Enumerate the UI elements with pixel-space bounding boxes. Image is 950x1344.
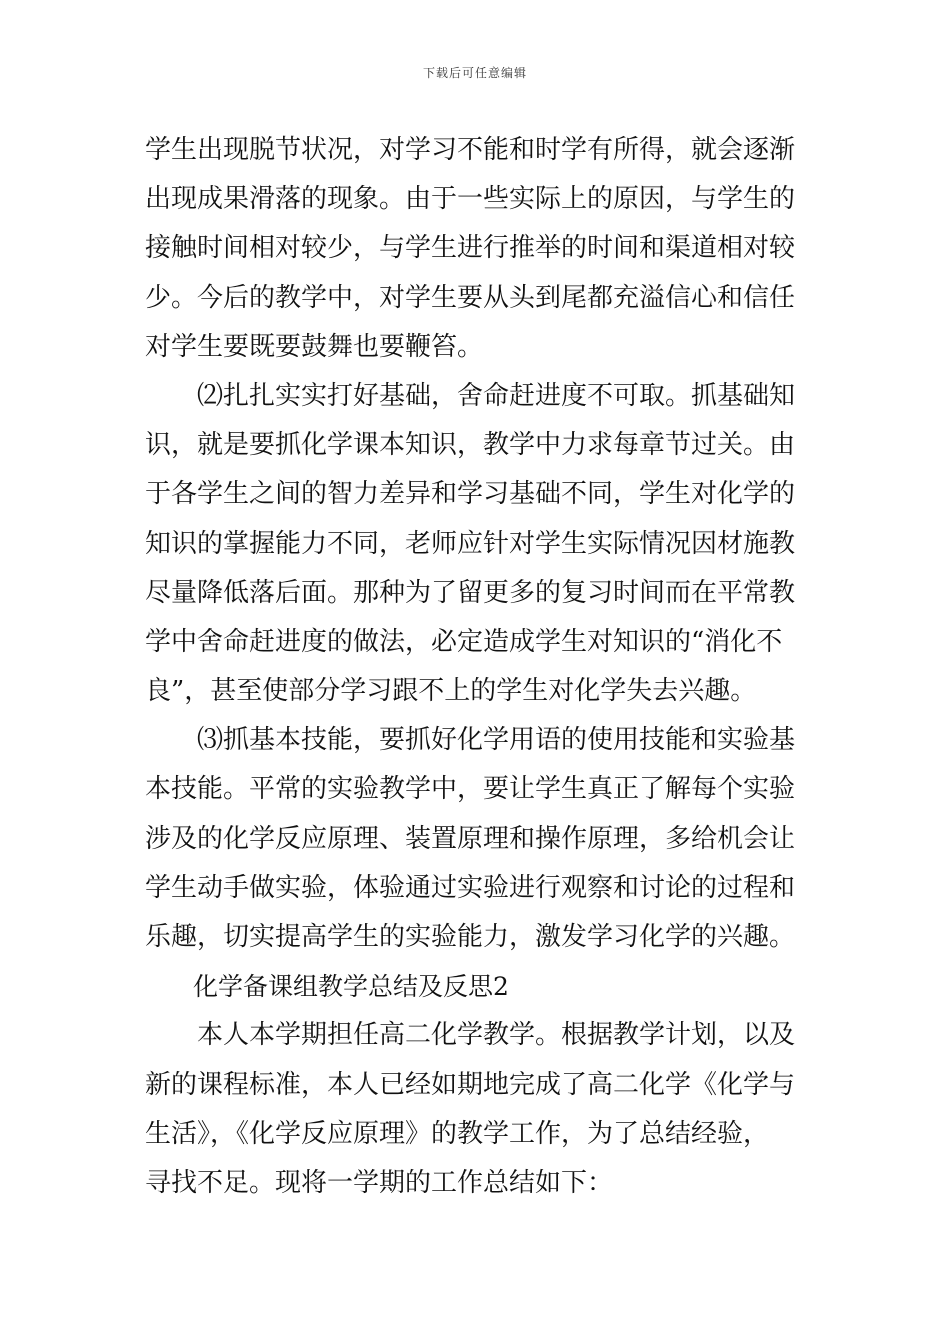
text-line: 出现成果滑落的现象。由于一些实际上的原因，与学生的: [145, 184, 796, 215]
header-note: 下载后可任意编辑: [422, 66, 527, 80]
text-line: 良”，甚至使部分学习跟不上的学生对化学失去兴趣。: [145, 676, 757, 707]
text-line: 乐趣，切实提高学生的实验能力，激发学习化学的兴趣。: [145, 922, 796, 952]
text-line: 少。今后的教学中，对学生要从头到尾都充溢信心和信任: [145, 282, 796, 313]
text-line: 对学生要既要鼓舞也要鞭笞。: [145, 331, 484, 362]
text-line: 知识的掌握能力不同，老师应针对学生实际情况因材施教: [145, 528, 796, 559]
text-line: 寻找不足。现将一学期的工作总结如下：: [145, 1167, 614, 1198]
text-line: 接触时间相对较少，与学生进行推举的时间和渠道相对较: [145, 233, 796, 264]
text-line: 学生动手做实验，体验通过实验进行观察和讨论的过程和: [145, 872, 796, 903]
text-line: 学生出现脱节状况，对学习不能和时学有所得，就会逐渐: [145, 135, 796, 165]
text-line: 涉及的化学反应原理、装置原理和操作原理，多给机会让: [145, 823, 796, 854]
text-line: 识，就是要抓化学课本知识，教学中力求每章节过关。由: [145, 430, 796, 461]
section-heading: 化学备课组教学总结及反思2: [193, 972, 509, 1002]
text-line: 于各学生之间的智力差异和学习基础不同，学生对化学的: [145, 479, 796, 510]
text-line: 本技能。平常的实验教学中，要让学生真正了解每个实验: [145, 774, 796, 805]
text-line: 尽量降低落后面。那种为了留更多的复习时间而在平常教: [145, 577, 796, 608]
paragraph-start-line: ⑵扎扎实实打好基础，舍命赶进度不可取。抓基础知: [197, 380, 796, 411]
text-line: 新的课程标准，本人已经如期地完成了高二化学《化学与: [145, 1069, 796, 1100]
paragraph-start-line: 本人本学期担任高二化学教学。根据教学计划，以及: [197, 1020, 796, 1051]
text-line: 生活》，《化学反应原理》的教学工作，为了总结经验，: [145, 1118, 770, 1149]
paragraph-start-line: ⑶抓基本技能，要抓好化学用语的使用技能和实验基: [197, 725, 796, 756]
body-text: [145, 126, 815, 1208]
text-line: 学中舍命赶进度的做法，必定造成学生对知识的“消化不: [145, 626, 783, 657]
